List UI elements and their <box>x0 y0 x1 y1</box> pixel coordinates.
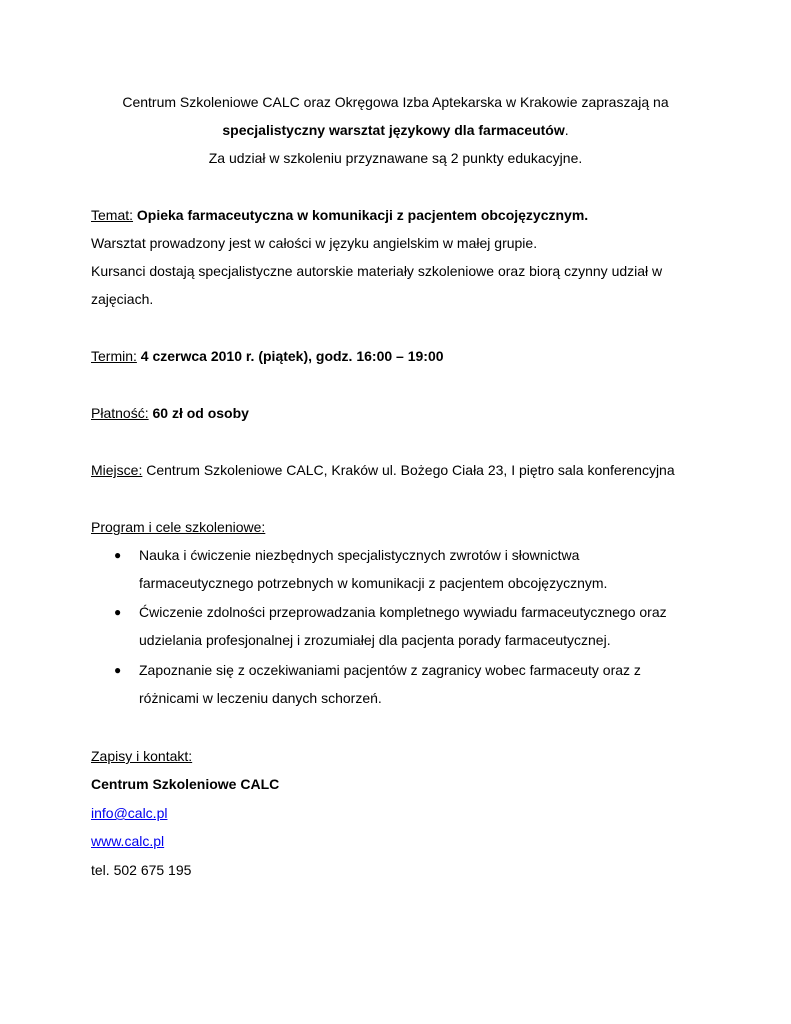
email-link[interactable]: info@calc.pl <box>91 805 168 821</box>
payment-line <box>91 403 731 423</box>
topic-line <box>91 205 731 225</box>
contact-heading <box>91 746 731 766</box>
program-item-3-line-2: różnicami w leczeniu danych schorzeń. <box>139 690 382 706</box>
bullet-icon: ● <box>114 663 122 677</box>
topic-desc-1: Warsztat prowadzony jest w całości w języku angielskim w małej grupie. <box>91 235 538 251</box>
program-heading <box>91 517 731 537</box>
date-label: Termin: <box>91 348 137 364</box>
program-item-1-line-1: Nauka i ćwiczenie niezbędnych specjalistycznych zwrotów i słownictwa <box>139 547 580 563</box>
contact-email-line <box>91 803 731 823</box>
program-heading-text: Program i cele szkoleniowe: <box>91 519 266 535</box>
program-item-3-line-1: Zapoznanie się z oczekiwaniami pacjentów z zagranicy wobec farmaceuty oraz z <box>139 662 641 678</box>
bullet-icon: ● <box>114 605 122 619</box>
program-item-2-line-1: Ćwiczenie zdolności przeprowadzania kompletnego wywiadu farmaceutycznego oraz <box>139 604 667 620</box>
date-value: 4 czerwca 2010 r. (piątek), godz. 16:00 – 19:00 <box>140 348 444 364</box>
bullet-icon: ● <box>114 548 122 562</box>
program-item-2-line-2: udzielania profesjonalnej i zrozumiałej dla pacjenta porady farmaceutycznej. <box>139 632 611 648</box>
topic-desc-2: Kursanci dostają specjalistyczne autorskie materiały szkoleniowe oraz biorą czynny udział w <box>91 263 663 279</box>
contact-heading-text: Zapisy i kontakt: <box>91 748 193 764</box>
intro-line-1: Centrum Szkoleniowe CALC oraz Okręgowa Izba Aptekarska w Krakowie zapraszają na <box>122 94 669 110</box>
topic-desc-3: zajęciach. <box>91 291 154 307</box>
contact-website-line <box>91 831 731 851</box>
contact-phone: tel. 502 675 195 <box>91 862 192 878</box>
website-link[interactable]: www.calc.pl <box>91 833 165 849</box>
date-line <box>91 346 731 366</box>
workshop-title: specjalistyczny warsztat językowy dla farmaceutów <box>222 122 565 138</box>
intro-line-2-end: . <box>564 122 569 138</box>
contact-name: Centrum Szkoleniowe CALC <box>91 776 280 792</box>
intro-line-2 <box>0 120 791 140</box>
topic-value: Opieka farmaceutyczna w komunikacji z pacjentem obcojęzycznym. <box>136 207 589 223</box>
topic-label: Temat: <box>91 207 134 223</box>
program-item-1-line-2: farmaceutycznego potrzebnych w komunikacji z pacjentem obcojęzycznym. <box>139 575 608 591</box>
payment-label: Płatność: <box>91 405 149 421</box>
place-value: Centrum Szkoleniowe CALC, Kraków ul. Bożego Ciała 23, I piętro sala konferencyjna <box>146 462 675 478</box>
intro-line-3: Za udział w szkoleniu przyznawane są 2 punkty edukacyjne. <box>208 150 583 166</box>
payment-value: 60 zł od osoby <box>152 405 249 421</box>
place-line <box>91 460 731 480</box>
place-label: Miejsce: <box>91 462 143 478</box>
